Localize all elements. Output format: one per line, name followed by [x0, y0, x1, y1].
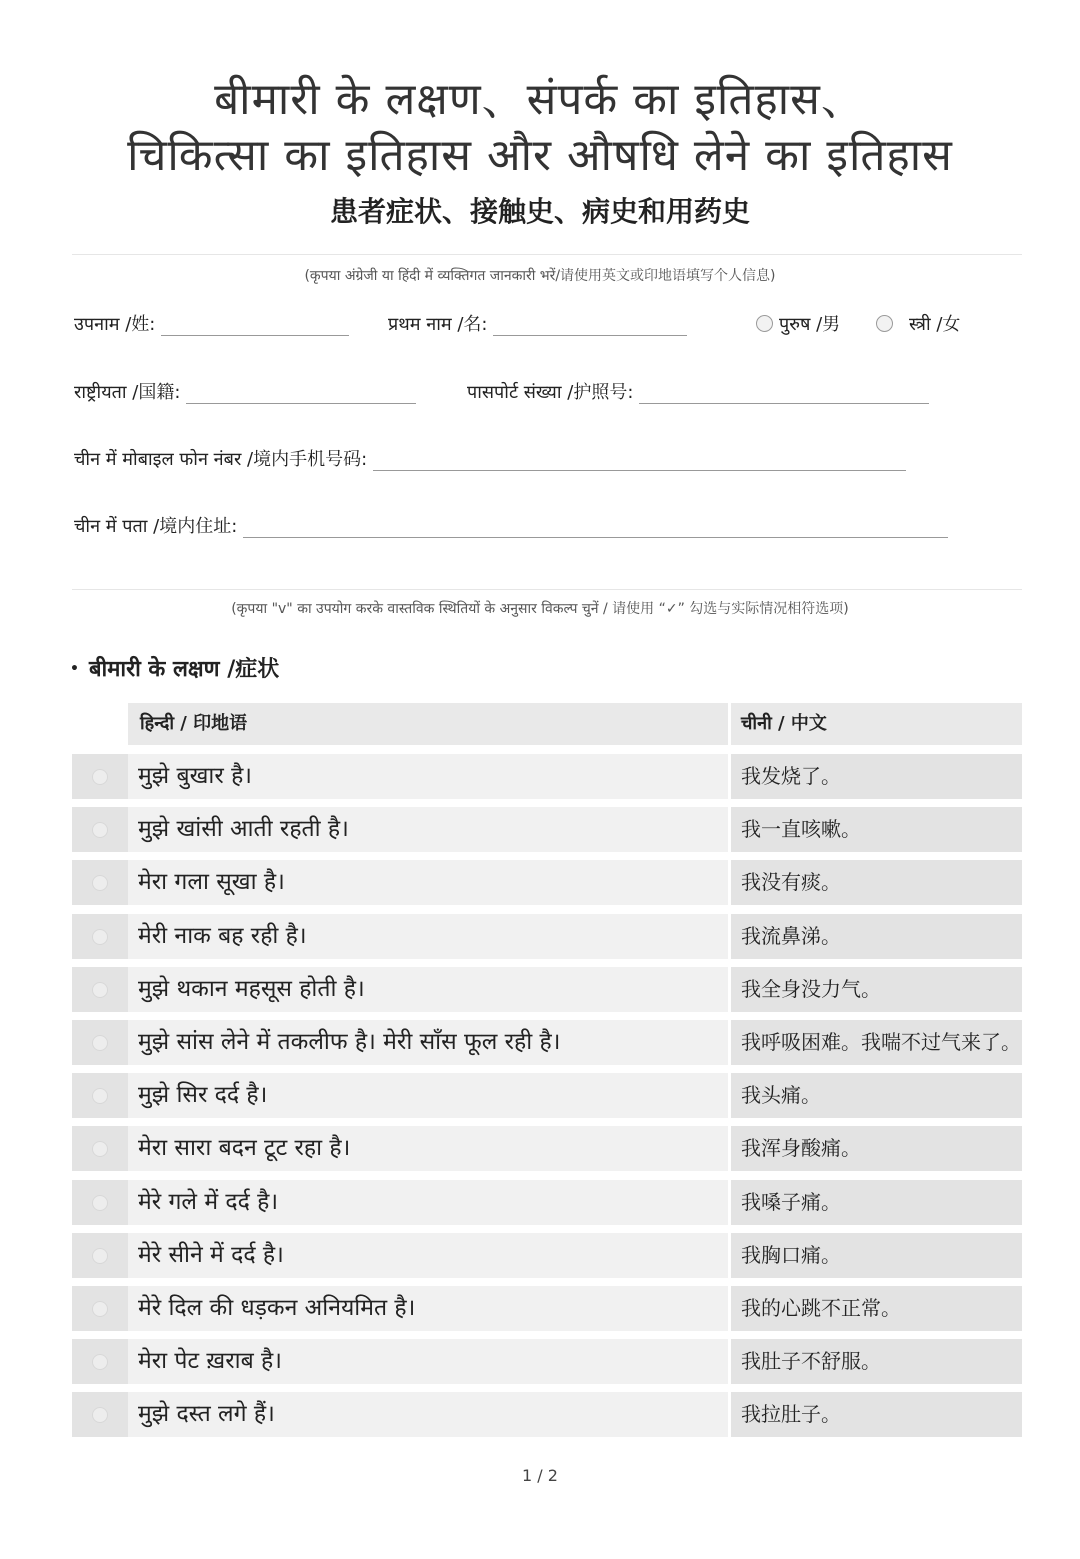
symptom-chinese: 我一直咳嗽。 — [731, 807, 1022, 852]
checkbox-circle-icon — [92, 769, 108, 785]
symptom-hindi: मेरे सीने में दर्द है। — [128, 1233, 728, 1278]
title-chinese: 患者症状、接触史、病史和用药史 — [329, 195, 750, 228]
female-radio[interactable] — [876, 315, 893, 332]
table-row — [72, 754, 1022, 799]
column-header-chinese: चीनी / 中文 — [731, 703, 1022, 745]
female-label: स्त्री /女 — [909, 314, 961, 335]
checkbox-circle-icon — [92, 1195, 108, 1211]
table-row — [72, 1126, 1022, 1171]
table-row — [72, 967, 1022, 1012]
surname-label: उपनाम /姓: — [74, 314, 156, 335]
checkbox-circle-icon — [92, 1301, 108, 1317]
symptom-chinese: 我的心跳不正常。 — [731, 1286, 1022, 1331]
symptom-chinese: 我全身没力气。 — [731, 967, 1022, 1012]
symptom-chinese: 我发烧了。 — [731, 754, 1022, 799]
symptom-chinese: 我头痛。 — [731, 1073, 1022, 1118]
symptom-checkbox[interactable] — [72, 1392, 128, 1437]
symptom-hindi: मुझे थकान महसूस होती है। — [128, 967, 728, 1012]
symptom-checkbox[interactable] — [72, 1286, 128, 1331]
address-input-line[interactable] — [243, 519, 948, 538]
table-row — [72, 1020, 1022, 1065]
table-row — [72, 1073, 1022, 1118]
symptom-checkbox[interactable] — [72, 967, 128, 1012]
checkbox-circle-icon — [92, 822, 108, 838]
divider — [72, 589, 1022, 590]
symptom-chinese: 我呼吸困难。我喘不过气来了。 — [731, 1020, 1022, 1065]
title-hindi-line1: बीमारी के लक्षण、संपर्क का इतिहास、 — [214, 74, 866, 125]
passport-field — [467, 378, 929, 404]
symptom-checkbox[interactable] — [72, 914, 128, 959]
table-row — [72, 1339, 1022, 1384]
nationality-input-line[interactable] — [186, 385, 416, 404]
nationality-label: राष्ट्रीयता /国籍: — [74, 382, 181, 403]
symptom-hindi: मेरा गला सूखा है। — [128, 860, 728, 905]
first-name-input-line[interactable] — [493, 317, 687, 336]
male-label: पुरुष /男 — [779, 314, 841, 335]
divider — [72, 254, 1022, 255]
table-row — [72, 807, 1022, 852]
checkbox-circle-icon — [92, 1035, 108, 1051]
symptom-chinese: 我胸口痛。 — [731, 1233, 1022, 1278]
nationality-field — [74, 378, 416, 404]
male-radio[interactable] — [756, 315, 773, 332]
symptom-checkbox[interactable] — [72, 1126, 128, 1171]
symptom-checkbox[interactable] — [72, 1180, 128, 1225]
table-row — [72, 860, 1022, 905]
symptom-checkbox[interactable] — [72, 754, 128, 799]
symptom-checkbox[interactable] — [72, 1073, 128, 1118]
table-row — [72, 1180, 1022, 1225]
title-hindi-line2: चिकित्सा का इतिहास और औषधि लेने का इतिहास — [127, 130, 953, 181]
checkbox-circle-icon — [92, 1141, 108, 1157]
column-header-hindi: हिन्दी / 印地语 — [128, 703, 728, 745]
passport-input-line[interactable] — [639, 385, 929, 404]
checkbox-circle-icon — [92, 1088, 108, 1104]
table-row — [72, 914, 1022, 959]
mobile-label: चीन में मोबाइल फोन नंबर /境内手机号码: — [74, 449, 368, 470]
check-options-note: (कृपया "v" का उपयोग करके वास्तविक स्थितियों के अनुसार विकल्प चुनें / 请使用 “✓” 勾选与实际情况相符选项) — [231, 601, 849, 617]
table-row — [72, 1286, 1022, 1331]
symptom-hindi: मुझे सिर दर्द है। — [128, 1073, 728, 1118]
symptoms-title-text: बीमारी के लक्षण /症状 — [88, 657, 280, 682]
first-name-label: प्रथम नाम /名: — [388, 314, 488, 335]
checkbox-circle-icon — [92, 1354, 108, 1370]
passport-label: पासपोर्ट संख्या /护照号: — [467, 382, 634, 403]
symptom-hindi: मेरे दिल की धड़कन अनियमित है। — [128, 1286, 728, 1331]
symptoms-section-title — [70, 652, 279, 683]
symptom-checkbox[interactable] — [72, 807, 128, 852]
symptom-hindi: मेरी नाक बह रही है। — [128, 914, 728, 959]
first-name-field — [388, 310, 687, 336]
bullet-icon: • — [70, 661, 79, 677]
address-field — [74, 512, 948, 538]
symptom-hindi: मुझे दस्त लगे हैं। — [128, 1392, 728, 1437]
symptom-checkbox[interactable] — [72, 1339, 128, 1384]
symptom-hindi: मेरे गले में दर्द है। — [128, 1180, 728, 1225]
mobile-input-line[interactable] — [373, 452, 906, 471]
table-row — [72, 1233, 1022, 1278]
symptom-hindi: मुझे खांसी आती रहती है। — [128, 807, 728, 852]
table-row — [72, 1392, 1022, 1437]
address-label: चीन में पता /境内住址: — [74, 516, 238, 537]
checkbox-circle-icon — [92, 875, 108, 891]
mobile-field — [74, 445, 906, 471]
page-number: 1 / 2 — [522, 1466, 558, 1485]
surname-input-line[interactable] — [161, 317, 349, 336]
personal-info-note: (कृपया अंग्रेजी या हिंदी में व्यक्तिगत जानकारी भरें/请使用英文或印地语填写个人信息) — [304, 268, 776, 284]
symptom-hindi: मुझे सांस लेने में तकलीफ है। मेरी साँस फूल रही है। — [128, 1020, 728, 1065]
symptom-hindi: मेरा सारा बदन टूट रहा है। — [128, 1126, 728, 1171]
symptom-chinese: 我浑身酸痛。 — [731, 1126, 1022, 1171]
symptom-hindi: मेरा पेट ख़राब है। — [128, 1339, 728, 1384]
gender-male-option[interactable] — [756, 310, 840, 336]
gender-female-option[interactable] — [876, 310, 960, 336]
symptom-chinese: 我流鼻涕。 — [731, 914, 1022, 959]
symptom-checkbox[interactable] — [72, 1020, 128, 1065]
surname-field — [74, 310, 349, 336]
checkbox-circle-icon — [92, 929, 108, 945]
symptom-chinese: 我拉肚子。 — [731, 1392, 1022, 1437]
checkbox-circle-icon — [92, 982, 108, 998]
symptom-chinese: 我嗓子痛。 — [731, 1180, 1022, 1225]
symptom-chinese: 我肚子不舒服。 — [731, 1339, 1022, 1384]
symptom-hindi: मुझे बुखार है। — [128, 754, 728, 799]
checkbox-circle-icon — [92, 1407, 108, 1423]
symptom-chinese: 我没有痰。 — [731, 860, 1022, 905]
symptom-checkbox[interactable] — [72, 860, 128, 905]
checkbox-circle-icon — [92, 1248, 108, 1264]
symptom-checkbox[interactable] — [72, 1233, 128, 1278]
